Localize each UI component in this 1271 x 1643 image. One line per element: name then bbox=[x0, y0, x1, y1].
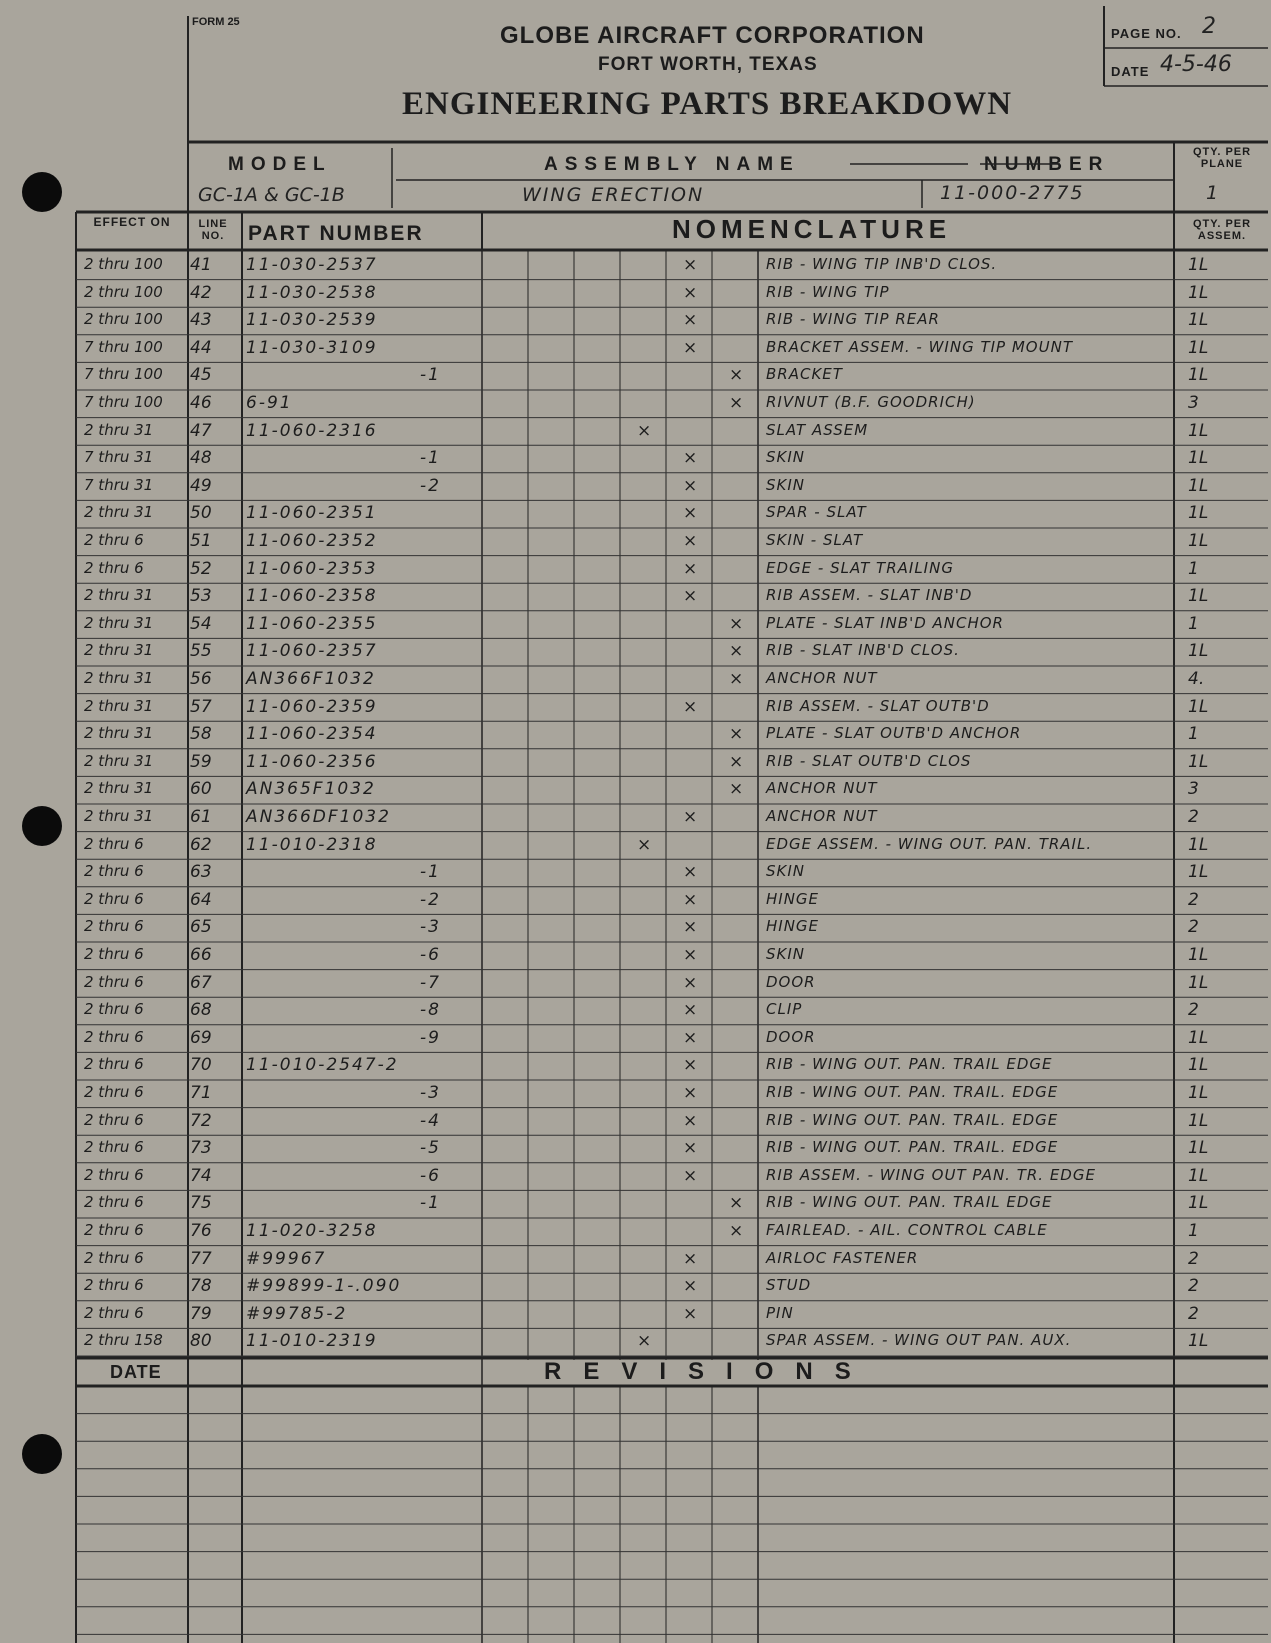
nomenclature-cell: RIB - WING TIP REAR bbox=[766, 310, 940, 329]
effectivity-cell: 7 thru 100 bbox=[84, 365, 163, 384]
effectivity-cell: 2 thru 158 bbox=[84, 1331, 163, 1350]
part-number-cell: -1 bbox=[420, 365, 441, 386]
qty-per-assembly-cell: 3 bbox=[1188, 779, 1199, 800]
qty-per-assembly-cell: 2 bbox=[1188, 1000, 1199, 1021]
level-check-mark: × bbox=[683, 475, 698, 496]
line-number-cell: 71 bbox=[190, 1083, 212, 1103]
level-check-mark: × bbox=[729, 724, 744, 745]
qty-per-assembly-cell: 1L bbox=[1188, 310, 1209, 331]
level-check-mark: × bbox=[637, 834, 652, 855]
nomenclature-cell: EDGE - SLAT TRAILING bbox=[766, 558, 954, 577]
part-number-cell: 11-020-3258 bbox=[246, 1221, 378, 1241]
effectivity-cell: 2 thru 6 bbox=[84, 917, 144, 936]
level-check-mark: × bbox=[683, 1110, 698, 1131]
qty-per-assem-header: QTY. PER ASSEM. bbox=[1192, 218, 1252, 242]
line-number-cell: 60 bbox=[190, 779, 212, 800]
level-check-mark: × bbox=[683, 531, 698, 551]
effectivity-cell: 2 thru 31 bbox=[84, 503, 154, 522]
nomenclature-cell: SKIN bbox=[766, 475, 806, 494]
qty-per-assembly-cell: 1L bbox=[1188, 751, 1209, 772]
line-number-cell: 51 bbox=[190, 531, 212, 551]
line-number-cell: 78 bbox=[190, 1276, 212, 1297]
line-number-cell: 41 bbox=[190, 255, 212, 275]
effectivity-cell: 2 thru 31 bbox=[84, 751, 154, 770]
effectivity-cell: 2 thru 6 bbox=[84, 1000, 144, 1019]
line-number-cell: 56 bbox=[190, 669, 212, 689]
nomenclature-cell: ANCHOR NUT bbox=[766, 669, 878, 687]
effectivity-cell: 2 thru 6 bbox=[84, 558, 144, 577]
level-check-mark: × bbox=[683, 1027, 698, 1048]
line-number-cell: 48 bbox=[190, 448, 212, 469]
level-check-mark: × bbox=[683, 1248, 698, 1269]
date-label: DATE bbox=[1111, 64, 1150, 79]
nomenclature-cell: AIRLOC FASTENER bbox=[766, 1248, 919, 1267]
effectivity-cell: 2 thru 6 bbox=[84, 1055, 144, 1074]
nomenclature-cell: CLIP bbox=[766, 1000, 803, 1019]
part-number-cell: 11-010-2547-2 bbox=[246, 1055, 399, 1076]
nomenclature-cell: SKIN bbox=[766, 862, 806, 881]
nomenclature-cell: RIB ASSEM. - SLAT OUTB'D bbox=[766, 696, 990, 715]
qty-per-assembly-cell: 1L bbox=[1188, 337, 1209, 358]
level-check-mark: × bbox=[729, 613, 744, 634]
part-number-cell: -5 bbox=[420, 1138, 441, 1159]
line-number-cell: 63 bbox=[190, 862, 212, 883]
form-label: FORM 25 bbox=[192, 16, 240, 28]
nomenclature-cell: PLATE - SLAT OUTB'D ANCHOR bbox=[766, 724, 1022, 743]
effectivity-cell: 2 thru 31 bbox=[84, 641, 154, 660]
part-number-cell: -1 bbox=[420, 862, 441, 883]
model-label: MODEL bbox=[228, 154, 332, 175]
level-check-mark: × bbox=[683, 448, 698, 469]
effectivity-cell: 2 thru 6 bbox=[84, 1165, 144, 1184]
effectivity-cell: 2 thru 6 bbox=[84, 834, 144, 853]
effectivity-cell: 2 thru 31 bbox=[84, 807, 154, 825]
qty-per-assembly-cell: 1L bbox=[1188, 1055, 1209, 1076]
part-number-cell: 11-030-3109 bbox=[246, 337, 378, 358]
part-number-cell: AN366DF1032 bbox=[246, 807, 391, 827]
part-number-cell: -6 bbox=[420, 945, 441, 965]
effectivity-cell: 2 thru 6 bbox=[84, 1027, 144, 1046]
page-number-value: 2 bbox=[1202, 14, 1216, 39]
page-number-label: PAGE NO. bbox=[1111, 26, 1182, 41]
qty-per-assembly-cell: 1L bbox=[1188, 1138, 1209, 1159]
effectivity-cell: 2 thru 6 bbox=[84, 531, 144, 549]
nomenclature-cell: RIB - WING OUT. PAN. TRAIL. EDGE bbox=[766, 1110, 1059, 1129]
nomenclature-cell: RIB - WING OUT. PAN. TRAIL EDGE bbox=[766, 1193, 1053, 1212]
line-number-cell: 61 bbox=[190, 807, 212, 827]
level-check-mark: × bbox=[729, 1221, 744, 1241]
part-number-cell: -9 bbox=[420, 1027, 441, 1048]
part-number-cell: 11-060-2357 bbox=[246, 641, 378, 662]
company-city: FORT WORTH, TEXAS bbox=[598, 54, 818, 75]
line-number-cell: 64 bbox=[190, 889, 212, 910]
effectivity-cell: 2 thru 31 bbox=[84, 420, 154, 439]
nomenclature-cell: RIB - WING OUT. PAN. TRAIL. EDGE bbox=[766, 1138, 1059, 1157]
effectivity-cell: 2 thru 6 bbox=[84, 945, 144, 963]
level-check-mark: × bbox=[683, 310, 698, 331]
qty-per-assembly-cell: 1L bbox=[1188, 420, 1209, 441]
line-number-cell: 42 bbox=[190, 282, 212, 303]
nomenclature-cell: RIB - WING OUT. PAN. TRAIL EDGE bbox=[766, 1055, 1053, 1074]
qty-per-assembly-cell: 3 bbox=[1188, 393, 1199, 413]
assembly-name-value: WING ERECTION bbox=[522, 184, 705, 206]
qty-per-assembly-cell: 1L bbox=[1188, 365, 1209, 386]
nomenclature-cell: BRACKET bbox=[766, 365, 843, 384]
level-check-mark: × bbox=[683, 696, 698, 717]
line-number-cell: 73 bbox=[190, 1138, 212, 1159]
level-check-mark: × bbox=[683, 1165, 698, 1186]
part-number-cell: #99785-2 bbox=[246, 1303, 348, 1324]
effectivity-cell: 7 thru 100 bbox=[84, 393, 163, 411]
nomenclature-cell: SKIN bbox=[766, 448, 806, 467]
qty-per-assembly-cell: 1L bbox=[1188, 696, 1209, 717]
line-number-cell: 57 bbox=[190, 696, 212, 717]
level-check-mark: × bbox=[637, 420, 652, 441]
level-check-mark: × bbox=[683, 337, 698, 358]
part-number-cell: AN366F1032 bbox=[246, 669, 376, 689]
line-number-cell: 72 bbox=[190, 1110, 212, 1131]
part-number-cell: -1 bbox=[420, 1193, 441, 1214]
qty-per-assembly-cell: 2 bbox=[1188, 1248, 1199, 1269]
qty-per-plane-label: QTY. PER PLANE bbox=[1192, 146, 1252, 170]
part-number-cell: 11-030-2538 bbox=[246, 282, 378, 303]
line-number-cell: 49 bbox=[190, 475, 212, 496]
qty-per-assembly-cell: 1L bbox=[1188, 503, 1209, 524]
revisions-label: REVISIONS bbox=[544, 1358, 873, 1385]
part-number-cell: 11-060-2355 bbox=[246, 613, 378, 634]
level-check-mark: × bbox=[683, 1055, 698, 1076]
level-check-mark: × bbox=[729, 1193, 744, 1214]
assembly-name-label: ASSEMBLY NAME bbox=[544, 154, 800, 175]
model-value: GC-1A & GC-1B bbox=[198, 184, 345, 206]
line-number-cell: 62 bbox=[190, 834, 212, 855]
nomenclature-cell: PLATE - SLAT INB'D ANCHOR bbox=[766, 613, 1004, 632]
line-number-cell: 53 bbox=[190, 586, 212, 607]
nomenclature-cell: HINGE bbox=[766, 889, 820, 908]
qty-per-assembly-cell: 4. bbox=[1188, 669, 1205, 689]
effectivity-cell: 2 thru 6 bbox=[84, 1138, 144, 1157]
level-check-mark: × bbox=[683, 1000, 698, 1021]
level-check-mark: × bbox=[729, 393, 744, 413]
nomenclature-cell: RIB ASSEM. - WING OUT PAN. TR. EDGE bbox=[766, 1165, 1096, 1184]
level-check-mark: × bbox=[729, 779, 744, 800]
page-title: ENGINEERING PARTS BREAKDOWN bbox=[402, 86, 1013, 122]
nomenclature-cell: RIB - WING TIP bbox=[766, 282, 890, 301]
line-number-cell: 47 bbox=[190, 420, 212, 441]
line-number-cell: 44 bbox=[190, 337, 212, 358]
effectivity-cell: 2 thru 6 bbox=[84, 1110, 144, 1129]
effectivity-cell: 2 thru 31 bbox=[84, 669, 154, 687]
effectivity-cell: 2 thru 31 bbox=[84, 613, 154, 632]
line-number-cell: 79 bbox=[190, 1303, 212, 1324]
effectivity-cell: 2 thru 100 bbox=[84, 310, 163, 329]
nomenclature-cell: SKIN bbox=[766, 945, 806, 963]
qty-per-assembly-cell: 1L bbox=[1188, 531, 1209, 551]
qty-per-assembly-cell: 1L bbox=[1188, 862, 1209, 883]
qty-per-assembly-cell: 1L bbox=[1188, 1193, 1209, 1214]
qty-per-assembly-cell: 1L bbox=[1188, 586, 1209, 607]
effectivity-cell: 2 thru 6 bbox=[84, 889, 144, 908]
qty-per-assembly-cell: 1 bbox=[1188, 613, 1199, 634]
line-number-cell: 76 bbox=[190, 1221, 212, 1241]
line-number-cell: 80 bbox=[190, 1331, 212, 1352]
level-check-mark: × bbox=[683, 503, 698, 524]
nomenclature-cell: EDGE ASSEM. - WING OUT. PAN. TRAIL. bbox=[766, 834, 1093, 853]
level-check-mark: × bbox=[683, 945, 698, 965]
line-number-cell: 43 bbox=[190, 310, 212, 331]
qty-per-assembly-cell: 2 bbox=[1188, 1276, 1199, 1297]
part-number-cell: 11-010-2319 bbox=[246, 1331, 378, 1352]
line-number-cell: 69 bbox=[190, 1027, 212, 1048]
qty-per-assembly-cell: 1L bbox=[1188, 282, 1209, 303]
level-check-mark: × bbox=[729, 669, 744, 689]
nomenclature-cell: RIB - SLAT OUTB'D CLOS bbox=[766, 751, 972, 770]
effectivity-cell: 2 thru 6 bbox=[84, 1248, 144, 1267]
part-number-cell: #99899-1-.090 bbox=[246, 1276, 402, 1297]
level-check-mark: × bbox=[683, 807, 698, 827]
nomenclature-cell: RIB ASSEM. - SLAT INB'D bbox=[766, 586, 973, 605]
revision-date-label: DATE bbox=[110, 1362, 162, 1382]
qty-per-assembly-cell: 1L bbox=[1188, 1083, 1209, 1103]
level-check-mark: × bbox=[683, 1303, 698, 1324]
qty-per-plane-value: 1 bbox=[1206, 182, 1219, 204]
level-check-mark: × bbox=[683, 586, 698, 607]
effectivity-cell: 2 thru 6 bbox=[84, 1083, 144, 1101]
line-number-cell: 54 bbox=[190, 613, 212, 634]
part-number-cell: 11-060-2352 bbox=[246, 531, 378, 551]
effectivity-cell: 2 thru 100 bbox=[84, 255, 163, 273]
nomenclature-cell: SPAR - SLAT bbox=[766, 503, 867, 522]
company-name: GLOBE AIRCRAFT CORPORATION bbox=[500, 22, 925, 49]
part-number-cell: 6-91 bbox=[246, 393, 293, 413]
nomenclature-cell: DOOR bbox=[766, 1027, 816, 1046]
qty-per-assembly-cell: 1L bbox=[1188, 255, 1209, 275]
effectivity-cell: 7 thru 100 bbox=[84, 337, 163, 356]
effectivity-cell: 7 thru 31 bbox=[84, 448, 154, 467]
part-number-cell: 11-060-2356 bbox=[246, 751, 378, 772]
effectivity-cell: 2 thru 6 bbox=[84, 1303, 144, 1322]
qty-per-assembly-cell: 1L bbox=[1188, 448, 1209, 469]
nomenclature-cell: STUD bbox=[766, 1276, 812, 1295]
nomenclature-cell: ANCHOR NUT bbox=[766, 779, 878, 798]
nomenclature-cell: RIVNUT (B.F. GOODRICH) bbox=[766, 393, 976, 411]
line-no-header: LINE NO. bbox=[198, 218, 228, 242]
line-number-cell: 52 bbox=[190, 558, 212, 579]
nomenclature-cell: ANCHOR NUT bbox=[766, 807, 878, 825]
nomenclature-cell: SPAR ASSEM. - WING OUT PAN. AUX. bbox=[766, 1331, 1072, 1350]
effect-on-header: EFFECT ON bbox=[93, 215, 171, 229]
part-number-cell: 11-030-2537 bbox=[246, 255, 378, 275]
effectivity-cell: 2 thru 6 bbox=[84, 1276, 144, 1295]
part-number-cell: 11-060-2354 bbox=[246, 724, 378, 745]
part-number-cell: AN365F1032 bbox=[246, 779, 376, 800]
level-check-mark: × bbox=[683, 282, 698, 303]
part-number-cell: -2 bbox=[420, 889, 441, 910]
line-number-cell: 55 bbox=[190, 641, 212, 662]
effectivity-cell: 2 thru 6 bbox=[84, 1193, 144, 1212]
effectivity-cell: 2 thru 6 bbox=[84, 1221, 144, 1239]
nomenclature-cell: FAIRLEAD. - AIL. CONTROL CABLE bbox=[766, 1221, 1048, 1239]
part-number-cell: 11-010-2318 bbox=[246, 834, 378, 855]
part-number-cell: -3 bbox=[420, 1083, 441, 1103]
nomenclature-cell: SKIN - SLAT bbox=[766, 531, 864, 549]
level-check-mark: × bbox=[683, 1138, 698, 1159]
part-number-cell: 11-060-2353 bbox=[246, 558, 378, 579]
nomenclature-cell: SLAT ASSEM bbox=[766, 420, 869, 439]
part-number-cell: -4 bbox=[420, 1110, 441, 1131]
qty-per-assembly-cell: 2 bbox=[1188, 889, 1199, 910]
level-check-mark: × bbox=[683, 558, 698, 579]
part-number-cell: 11-060-2358 bbox=[246, 586, 378, 607]
qty-per-assembly-cell: 2 bbox=[1188, 917, 1199, 938]
nomenclature-cell: RIB - SLAT INB'D CLOS. bbox=[766, 641, 960, 660]
part-number-cell: -6 bbox=[420, 1165, 441, 1186]
line-number-cell: 75 bbox=[190, 1193, 212, 1214]
effectivity-cell: 7 thru 31 bbox=[84, 475, 154, 494]
part-number-cell: -3 bbox=[420, 917, 441, 938]
level-check-mark: × bbox=[683, 862, 698, 883]
part-number-header: PART NUMBER bbox=[248, 222, 424, 245]
line-number-cell: 70 bbox=[190, 1055, 212, 1076]
effectivity-cell: 2 thru 31 bbox=[84, 696, 154, 715]
number-label: NUMBER bbox=[984, 154, 1110, 175]
qty-per-assembly-cell: 1L bbox=[1188, 1331, 1209, 1352]
part-number-cell: 11-060-2351 bbox=[246, 503, 378, 524]
line-number-cell: 59 bbox=[190, 751, 212, 772]
nomenclature-cell: RIB - WING OUT. PAN. TRAIL. EDGE bbox=[766, 1083, 1059, 1101]
nomenclature-cell: HINGE bbox=[766, 917, 820, 936]
qty-per-assembly-cell: 1L bbox=[1188, 972, 1209, 993]
effectivity-cell: 2 thru 31 bbox=[84, 586, 154, 605]
nomenclature-cell: BRACKET ASSEM. - WING TIP MOUNT bbox=[766, 337, 1073, 356]
effectivity-cell: 2 thru 31 bbox=[84, 724, 154, 743]
line-number-cell: 77 bbox=[190, 1248, 212, 1269]
level-check-mark: × bbox=[683, 972, 698, 993]
level-check-mark: × bbox=[683, 255, 698, 275]
level-check-mark: × bbox=[729, 641, 744, 662]
part-number-cell: -2 bbox=[420, 475, 441, 496]
level-check-mark: × bbox=[683, 889, 698, 910]
line-number-cell: 67 bbox=[190, 972, 212, 993]
part-number-cell: -8 bbox=[420, 1000, 441, 1021]
effectivity-cell: 2 thru 31 bbox=[84, 779, 154, 798]
nomenclature-cell: DOOR bbox=[766, 972, 816, 991]
qty-per-assembly-cell: 1L bbox=[1188, 475, 1209, 496]
level-check-mark: × bbox=[729, 751, 744, 772]
line-number-cell: 65 bbox=[190, 917, 212, 938]
part-number-cell: #99967 bbox=[246, 1248, 327, 1269]
qty-per-assembly-cell: 1L bbox=[1188, 1165, 1209, 1186]
effectivity-cell: 2 thru 100 bbox=[84, 282, 163, 301]
qty-per-assembly-cell: 1 bbox=[1188, 558, 1199, 579]
effectivity-cell: 2 thru 6 bbox=[84, 862, 144, 881]
level-check-mark: × bbox=[683, 917, 698, 938]
line-number-cell: 46 bbox=[190, 393, 212, 413]
level-check-mark: × bbox=[683, 1276, 698, 1297]
nomenclature-cell: PIN bbox=[766, 1303, 794, 1322]
qty-per-assembly-cell: 1 bbox=[1188, 724, 1199, 745]
level-check-mark: × bbox=[729, 365, 744, 386]
qty-per-assembly-cell: 1L bbox=[1188, 1110, 1209, 1131]
qty-per-assembly-cell: 1L bbox=[1188, 834, 1209, 855]
part-number-cell: 11-060-2359 bbox=[246, 696, 378, 717]
effectivity-cell: 2 thru 6 bbox=[84, 972, 144, 991]
qty-per-assembly-cell: 1L bbox=[1188, 1027, 1209, 1048]
level-check-mark: × bbox=[683, 1083, 698, 1103]
qty-per-assembly-cell: 1L bbox=[1188, 641, 1209, 662]
qty-per-assembly-cell: 1L bbox=[1188, 945, 1209, 965]
date-value: 4-5-46 bbox=[1160, 52, 1232, 77]
line-number-cell: 66 bbox=[190, 945, 212, 965]
part-number-cell: -7 bbox=[420, 972, 441, 993]
qty-per-assembly-cell: 2 bbox=[1188, 807, 1199, 827]
nomenclature-cell: RIB - WING TIP INB'D CLOS. bbox=[766, 255, 998, 273]
qty-per-assembly-cell: 1 bbox=[1188, 1221, 1199, 1241]
part-number-cell: 11-060-2316 bbox=[246, 420, 378, 441]
line-number-cell: 68 bbox=[190, 1000, 212, 1021]
line-number-cell: 45 bbox=[190, 365, 212, 386]
part-number-cell: -1 bbox=[420, 448, 441, 469]
level-check-mark: × bbox=[637, 1331, 652, 1352]
part-number-cell: 11-030-2539 bbox=[246, 310, 378, 331]
line-number-cell: 58 bbox=[190, 724, 212, 745]
qty-per-assembly-cell: 2 bbox=[1188, 1303, 1199, 1324]
line-number-cell: 50 bbox=[190, 503, 212, 524]
line-number-cell: 74 bbox=[190, 1165, 212, 1186]
nomenclature-header: NOMENCLATURE bbox=[672, 214, 952, 244]
assembly-number-value: 11-000-2775 bbox=[940, 182, 1085, 204]
